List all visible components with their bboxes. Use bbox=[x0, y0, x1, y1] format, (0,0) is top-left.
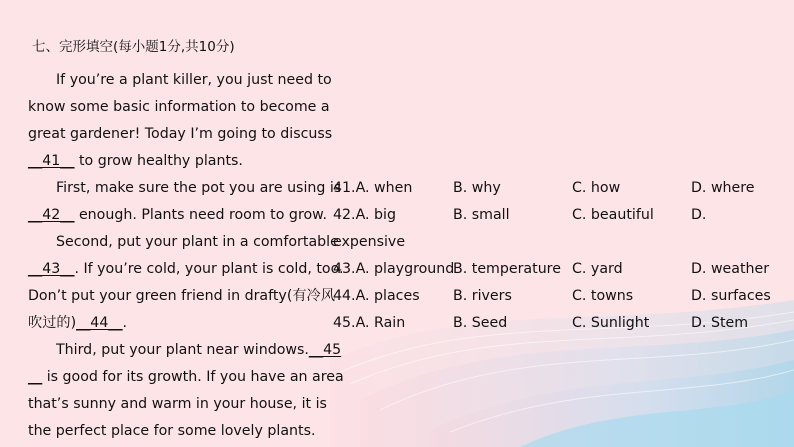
option-choice: C. how bbox=[572, 180, 621, 196]
option-choice: C. beautiful bbox=[572, 207, 654, 223]
option-choice: D. bbox=[691, 207, 707, 223]
blank-marker: __45 bbox=[308, 342, 342, 358]
option-choice: C. Sunlight bbox=[572, 315, 650, 331]
passage-text: to grow healthy plants. bbox=[74, 153, 243, 169]
option-choice: expensive bbox=[333, 234, 406, 250]
passage-text: . bbox=[122, 315, 128, 331]
option-choice: D. weather bbox=[691, 261, 770, 277]
passage-text: enough. Plants need room to grow. bbox=[74, 207, 327, 223]
passage-line bbox=[28, 67, 332, 94]
passage-line bbox=[28, 337, 342, 364]
passage-text: know some basic information to become a bbox=[28, 99, 330, 115]
passage-text: 吹过的) bbox=[28, 315, 77, 331]
passage-line bbox=[28, 310, 328, 337]
option-choice: D. where bbox=[691, 180, 755, 196]
option-choice: 43.A. playground bbox=[333, 261, 455, 277]
passage-line bbox=[28, 94, 328, 121]
passage-line bbox=[28, 364, 344, 391]
option-choice: 42.A. big bbox=[333, 207, 396, 223]
section-heading: 七、完形填空(每小题1分,共10分) bbox=[32, 39, 235, 55]
option-choice: 44.A. places bbox=[333, 288, 420, 304]
passage-line bbox=[28, 202, 328, 229]
passage-line bbox=[28, 121, 333, 148]
passage-text: First, make sure the pot you are using is bbox=[56, 180, 342, 196]
option-choice: B. Seed bbox=[453, 315, 508, 331]
passage-text: Third, put your plant near windows. bbox=[56, 342, 309, 358]
blank-marker: __ bbox=[28, 369, 43, 385]
passage-text: Second, put your plant in a comfortable bbox=[56, 234, 339, 250]
blank-marker: __44__ bbox=[76, 315, 123, 331]
passage-text: that’s sunny and warm in your house, it is bbox=[28, 396, 327, 412]
passage-line bbox=[28, 229, 339, 256]
option-choice: 41.A. when bbox=[333, 180, 413, 196]
blank-marker: __41__ bbox=[28, 153, 75, 169]
option-choice: D. Stem bbox=[691, 315, 749, 331]
blank-marker: __42__ bbox=[28, 207, 75, 223]
option-choice: B. why bbox=[453, 180, 501, 196]
cloze-passage bbox=[28, 67, 344, 445]
option-choice: B. temperature bbox=[453, 261, 561, 277]
passage-line bbox=[28, 418, 328, 445]
option-choice: B. small bbox=[453, 207, 510, 223]
passage-text: Don’t put your green friend in drafty(有冷风 bbox=[28, 288, 335, 304]
passage-line bbox=[28, 148, 328, 175]
blank-marker: __43__ bbox=[28, 261, 75, 277]
passage-text: If you’re a plant killer, you just need to bbox=[56, 72, 332, 88]
passage-line bbox=[28, 256, 344, 283]
option-choice: C. yard bbox=[572, 261, 623, 277]
passage-line bbox=[28, 175, 342, 202]
passage-line bbox=[28, 283, 335, 310]
passage-text: . If you’re cold, your plant is cold, too. bbox=[74, 261, 344, 277]
passage-line bbox=[28, 391, 328, 418]
passage-text: great gardener! Today I’m going to discuss bbox=[28, 126, 333, 142]
passage-text: is good for its growth. If you have an area bbox=[42, 369, 344, 385]
option-choice: C. towns bbox=[572, 288, 634, 304]
option-choice: 45.A. Rain bbox=[333, 315, 406, 331]
option-choice: B. rivers bbox=[453, 288, 512, 304]
passage-text: the perfect place for some lovely plants. bbox=[28, 423, 316, 439]
option-choice: D. surfaces bbox=[691, 288, 771, 304]
